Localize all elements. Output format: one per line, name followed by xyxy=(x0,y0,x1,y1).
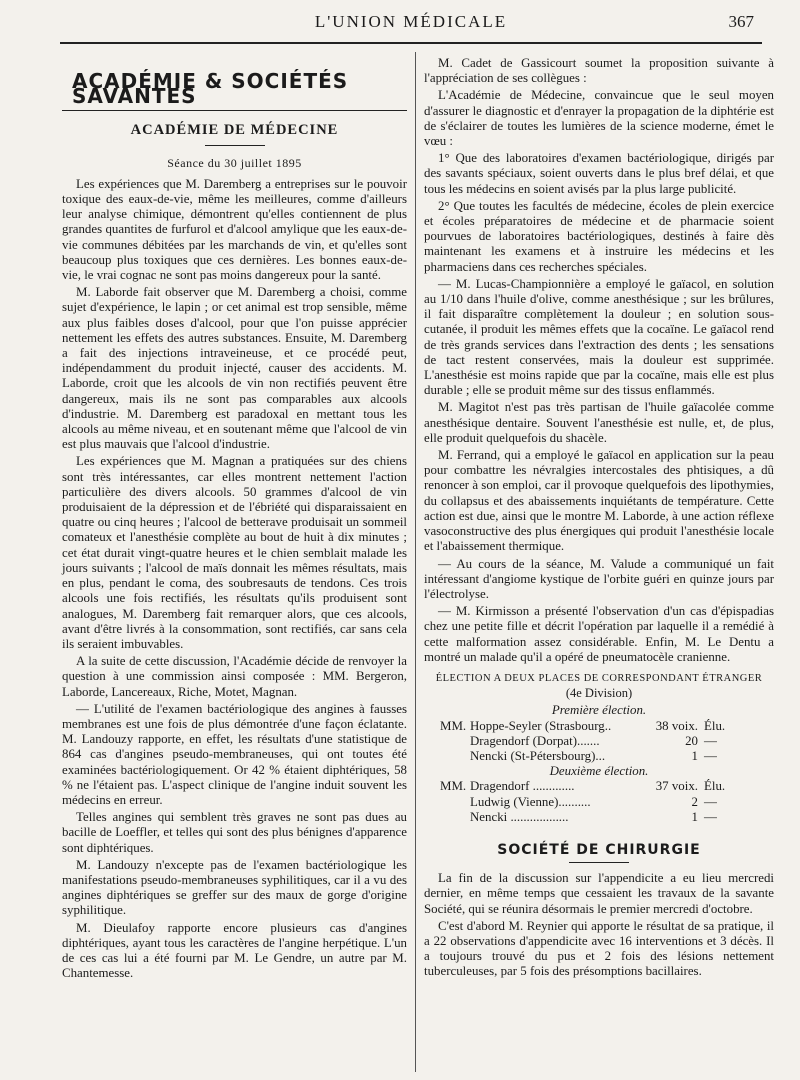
vote-count: 2 xyxy=(691,794,698,809)
vote-prefix: MM. xyxy=(440,779,467,794)
paragraph: M. Magitot n'est pas très partisan de l'huile gaïacolée comme anesthésique dentaire. Souvent l'anesthésie est nulle, et, de plus, elle produit quelquefois du shacèle. xyxy=(424,400,774,445)
paragraph: Telles angines qui semblent très graves ne sont pas dues au bacille de Loeffler, et telles qui sont des plus bénignes d'apparence sont diphtériques. xyxy=(62,810,407,855)
paragraph: M. Dieulafoy rapporte encore plusieurs cas d'angines diphtériques, ayant tous les caractères de l'angine herpétique. L'un de ces cas lui a été fourni par M. Le Gendre, un autre par M. Chantemesse. xyxy=(62,920,407,981)
paragraph: — L'utilité de l'examen bactériologique des angines à fausses membranes est une fois de plus démontrée d'une façon éclatante. M. Landouzy rapporte, en effet, les résultats d'une statistique de 864 cas d'angines pseudo-membraneuses, qui ont toutes été examinées bactériologiquement. Or 42 % étaient diphtériques, 58 % ne l'étaient pas. L'aspect clinique de l'angine induit souvent les médecins en erreur. xyxy=(62,701,407,807)
vote-row xyxy=(440,734,725,749)
paragraph: M. Ferrand, qui a employé le gaïacol en application sur la peau pour combattre les névralgies intercostales des phtisiques, a dû renoncer à son emploi, car il provoque quelquefois des lipothymies, du collapsus et des abaissements inquiétants de température. Cette action est due, ainsi que le montre M. Laborde, à une action réflexe vasoconstructive des plus énergiques qui produit l'anesthésie locale et l'abaissement thermique. xyxy=(424,448,774,554)
vote-table-round-2 xyxy=(440,779,725,825)
vote-result: — xyxy=(704,809,717,824)
vote-count: 1 xyxy=(691,809,698,824)
column-divider xyxy=(415,52,416,1072)
vote-result: — xyxy=(704,748,717,763)
paragraph: La fin de la discussion sur l'appendicite a eu lieu mercredi dernier, en même temps que cessaient les travaux de la savante Société, qui se réunira désormais le premier mercredi d'octobre. xyxy=(424,871,774,916)
paragraph: M. Landouzy n'excepte pas de l'examen bactériologique les manifestations pseudo-membraneuses syphilitiques, car il a vu des angines diphtériques se greffer sur des maux de gorge d'origine syphilitique. xyxy=(62,857,407,918)
paragraph: M. Laborde fait observer que M. Daremberg a choisi, comme sujet d'expérience, le lapin ; or cet animal est trop sensible, même aux plus faibles doses d'alcool, pour que l'on puisse apprécier nettement les effets des autres substances. Ensuite, M. Daremberg a fait des injections intraveineuse, et ce procédé peut, indépendamment du produit injecté, causer des accidents. M. Laborde, croit que les alcools de vin non rectifiés peuvent être dangereux, mais ils ne sont pas comparables aux alcools d'industrie. M. Daremberg est paradoxal en mettant tous les alcools au même niveau, et en soutenant même que l'alcool de vin est plus mauvais que l'alcool d'industrie. xyxy=(62,285,407,452)
vote-row xyxy=(440,749,725,764)
candidate-name: Nencki .................. xyxy=(470,809,569,824)
short-rule xyxy=(569,862,629,863)
candidate-name: Dragendorf ............. xyxy=(470,779,575,794)
election-round-1: Première élection. xyxy=(551,703,647,718)
paragraph: M. Cadet de Gassicourt soumet la proposition suivante à l'appréciation de ses collègues : xyxy=(424,56,774,86)
vote-prefix: MM. xyxy=(440,718,467,733)
vote-count: 37 voix. xyxy=(655,779,698,794)
candidate-name: Nencki (St-Pétersbourg)... xyxy=(470,748,606,763)
vote-count: 38 voix. xyxy=(655,718,698,733)
short-rule xyxy=(205,145,265,146)
section-heading-rule xyxy=(62,110,407,111)
paragraph: 2° Que toutes les facultés de médecine, écoles de plein exercice et écoles préparatoires de médecine et de pharmacie soient pourvues de laboratoires bactériologiques, destinés à faire dès maintenant les examens et à instruire les médecins et les pharmaciens dans ces recherches spéciales. xyxy=(424,198,774,274)
vote-prefix xyxy=(440,749,470,764)
election-heading: ÉLECTION A DEUX PLACES DE CORRESPONDANT ÉTRANGER xyxy=(435,672,763,684)
paragraph: Les expériences que M. Daremberg a entreprises sur le pouvoir toxique des eaux-de-vie, même les meilleures, comme d'ailleurs leur analyse chimique, démontrent qu'elles contiennent de plus grandes quantites de furfurol et d'alcool amylique que les eaux-de-vie communes débitées par les marchands de vin, et qu'elles sont beaucoup plus toxiques que ces dernières. Les bonnes eaux-de-vie, le vrai cognac ne sont pas moins dangereux pour la santé. xyxy=(62,176,407,283)
vote-result: — xyxy=(704,733,717,748)
candidate-name: Dragendorf (Dorpat)....... xyxy=(470,733,600,748)
paragraph: A la suite de cette discussion, l'Académie décide de renvoyer la question à une commission ainsi composée : MM. Bergeron, Laborde, Lancereaux, Riche, Motet, Magnan. xyxy=(62,654,407,699)
vote-row xyxy=(440,795,725,810)
vote-row xyxy=(440,810,725,825)
election-round-2: Deuxième élection. xyxy=(549,764,649,779)
election-division: (4e Division) xyxy=(565,686,633,701)
candidate-name: Ludwig (Vienne).......... xyxy=(470,794,591,809)
paragraph: 1° Que des laboratoires d'examen bactériologique, dirigés par des savants spéciaux, soient ouverts dans le plus bref délai, et que tous les médecins en soient avisés par la plus large publicité. xyxy=(424,151,774,196)
vote-result: — xyxy=(704,794,717,809)
paragraph: — M. Kirmisson a présenté l'observation d'un cas d'épispadias chez une petite fille et décrit l'opération par laquelle il a remédié à cette malformation assez considérable. Enfin, M. Le Dentu a montré un malade qu'il a opéré de pneumatocèle cranienne. xyxy=(424,604,774,664)
vote-table-round-1 xyxy=(440,719,725,765)
academie-heading: ACADÉMIE DE MÉDECINE xyxy=(130,122,339,139)
paragraph: — Au cours de la séance, M. Valude a communiqué un fait intéressant d'angiome kystique de l'orbite guéri en quinze jours par l'électrolyse. xyxy=(424,556,774,601)
vote-row xyxy=(440,779,725,794)
vote-row xyxy=(440,719,725,734)
paragraph: Les expériences que M. Magnan a pratiquées sur des chiens sont très intéressantes, car elles montrent nettement l'action particulière des divers alcools. 50 grammes d'alcool de vin produisaient de la dépression et de l'ébriété qui disparaissaient en quatre ou cinq heures ; l'alcool de betterave produisait un sommeil comateux et l'anesthésie complète au bout de huit à dix minutes ; cet état durait vingt-quatre heures et le chien semblait malade les jours suivants ; l'alcool de maïs donnait les mêmes résultats, mais en plus, pendant le coma, des soubresauts de tendons. Ces trois alcools une fois rectifiés, les résultats qu'ils produisent sont analogues, M. Daremberg fait remarquer alors, que ces alcools, avant d'être livrés à la consommation, sont rectifiés, car sans cela ils seraient imbuvables. xyxy=(62,454,407,651)
candidate-name: Hoppe-Seyler (Strasbourg.. xyxy=(470,718,612,733)
page-number: 367 xyxy=(728,12,754,31)
running-title: L'UNION MÉDICALE xyxy=(314,12,508,31)
header-rule xyxy=(60,42,762,44)
right-column xyxy=(424,56,774,982)
session-date: Séance du 30 juillet 1895 xyxy=(167,155,302,170)
vote-result: Élu. xyxy=(704,718,726,733)
chirurgie-heading: SOCIÉTÉ DE CHIRURGIE xyxy=(497,841,701,858)
vote-result: Élu. xyxy=(704,779,726,794)
vote-prefix xyxy=(440,734,470,749)
running-head xyxy=(60,12,762,36)
paragraph: C'est d'abord M. Reynier qui apporte le résultat de sa pratique, il a 22 observations d'appendicite avec 16 interventions et 3 décès. Il a toujours trouvé du pus et 2 fois des lésions nettement tuberculeuses, par 5 fois des présomptions bacillaires. xyxy=(424,918,774,979)
vote-count: 1 xyxy=(691,748,698,763)
vote-prefix xyxy=(440,810,470,825)
paragraph: L'Académie de Médecine, convaincue que le seul moyen d'assurer le diagnostic et d'enrayer la propagation de la diphtérie est de s'éclairer de toutes les lumières de la science moderne, émet le vœu : xyxy=(424,88,774,149)
paragraph: — M. Lucas-Championnière a employé le gaïacol, en solution au 1/10 dans l'huile d'olive, comme anesthésique ; sur les brûlures, il fait disparaître complètement la douleur ; en solution sous-cutanée, il produit les mêmes effets que la cocaïne. Le gaïacol rend de très grands services dans l'extraction des dents ; les sensations de tact restent conservées, mais la douleur est supprimée. L'anesthésie est moins rapide que par la cocaïne, mais elle est plus durable ; elle se produit même sur des tissus enflammés. xyxy=(424,276,774,398)
left-column xyxy=(62,56,407,983)
vote-prefix xyxy=(440,795,470,810)
section-heading: ACADÉMIE & SOCIÉTÉS SAVANTES xyxy=(72,69,349,109)
vote-count: 20 xyxy=(685,733,698,748)
